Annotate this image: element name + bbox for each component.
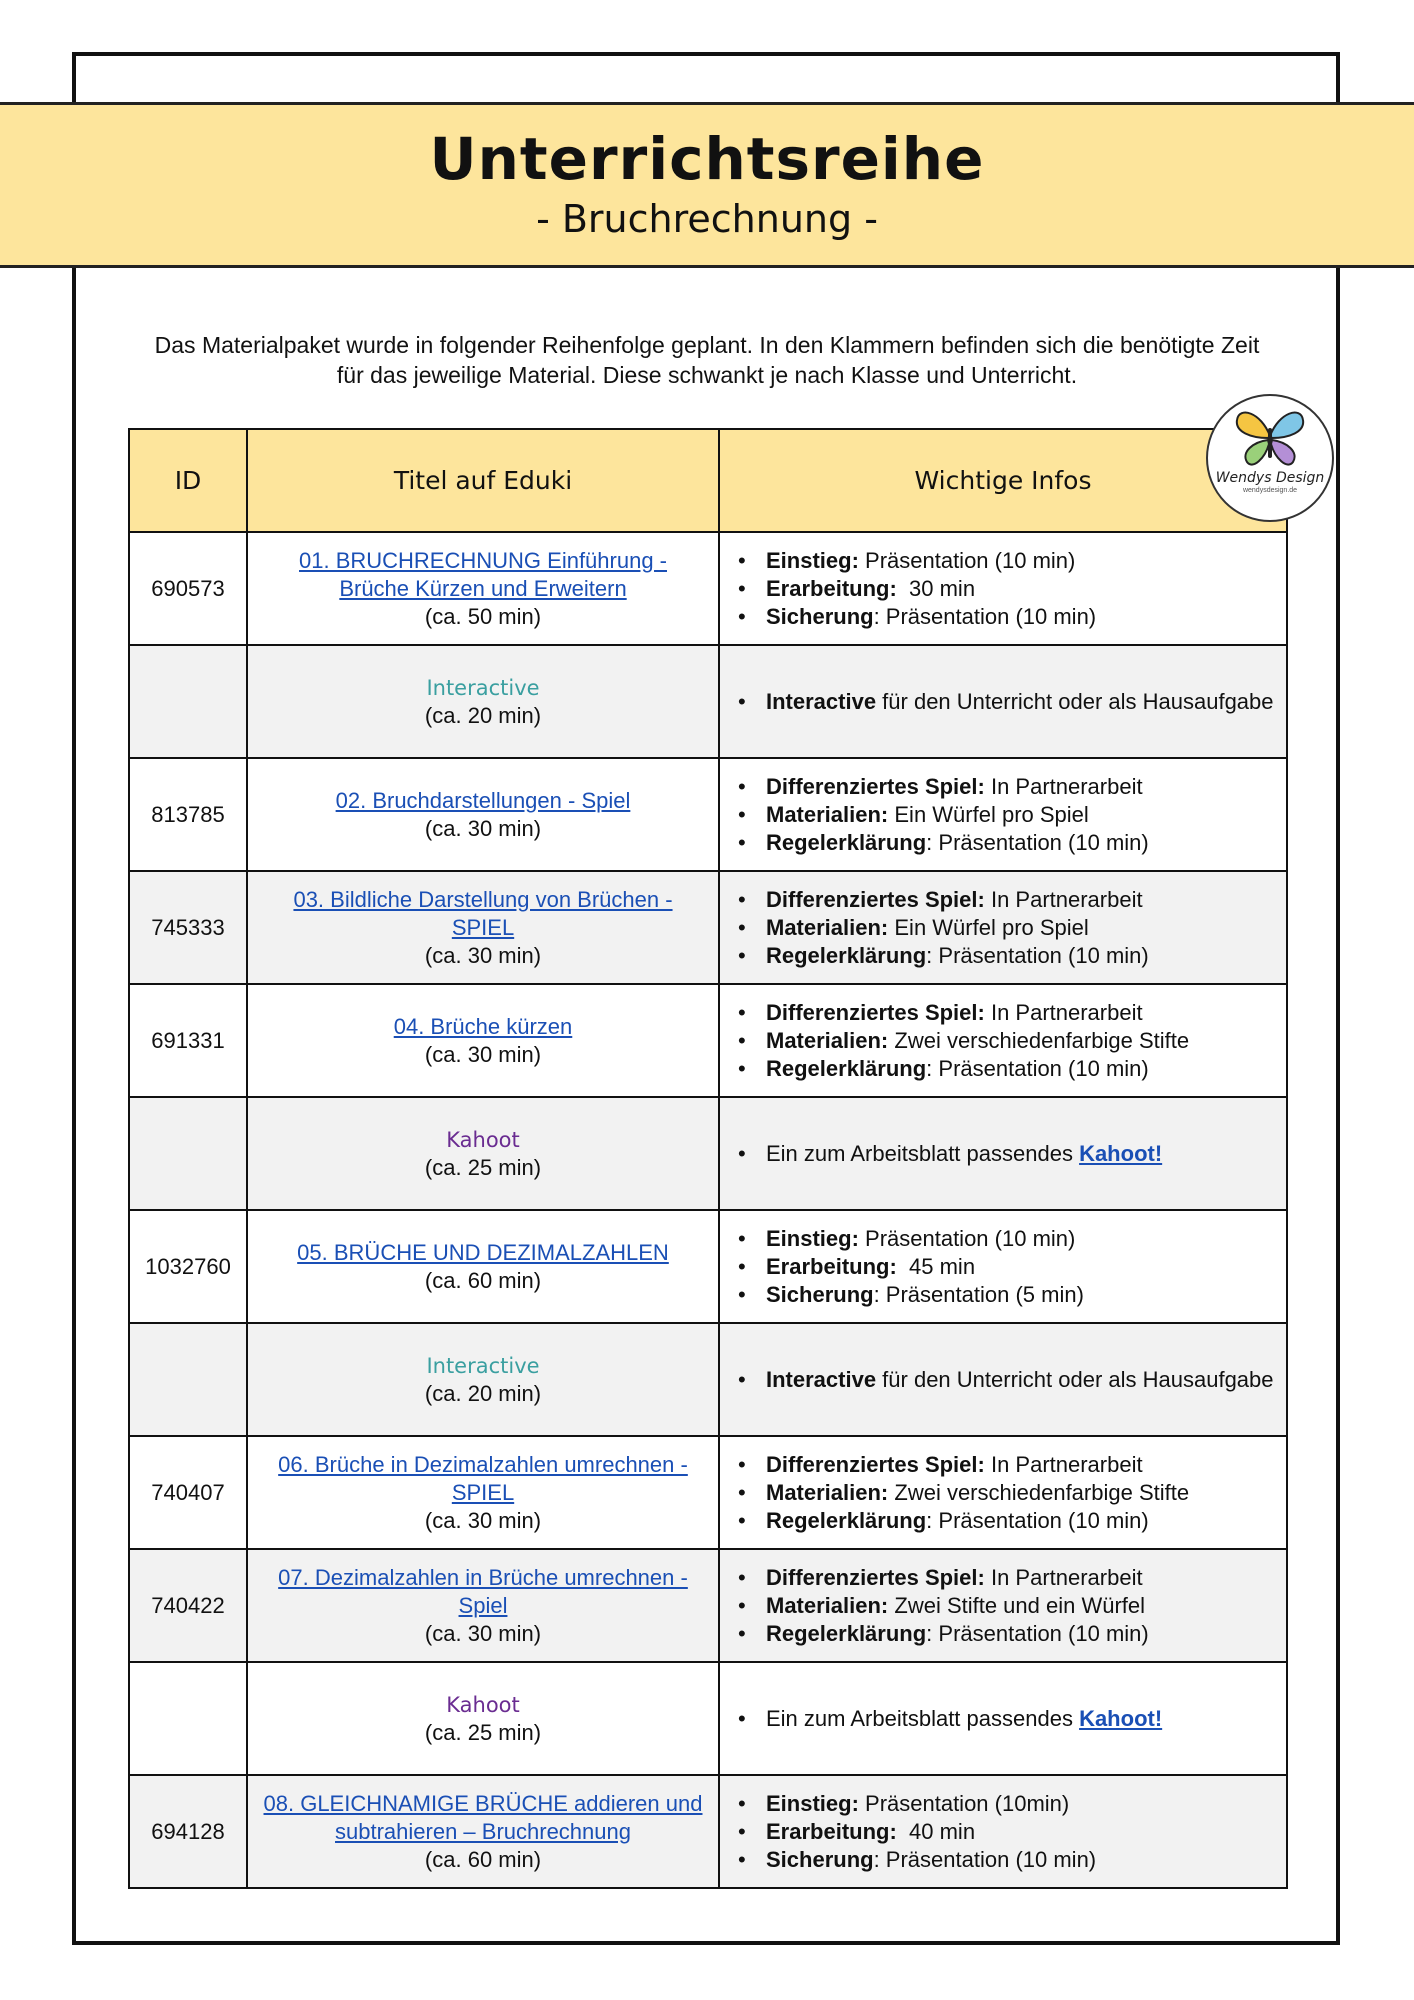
info-text: : Präsentation (5 min) — [873, 1281, 1084, 1307]
info-list — [732, 1140, 1274, 1168]
material-link[interactable]: 03. Bildliche Darstellung von Brüchen - SPIEL — [293, 886, 673, 940]
row-id: 694128 — [129, 1775, 247, 1888]
kahoot-link[interactable]: Kahoot! — [1079, 1140, 1163, 1166]
row-id: 691331 — [129, 984, 247, 1097]
info-text: In Partnerarbeit — [984, 1564, 1143, 1590]
row-id: 813785 — [129, 758, 247, 871]
info-text: : Präsentation (10 min) — [926, 1055, 1149, 1081]
row-title-cell — [247, 532, 719, 645]
info-label: Einstieg: — [766, 1225, 859, 1251]
row-info-cell — [719, 1210, 1287, 1323]
info-label: Differenziertes Spiel: — [766, 773, 985, 799]
table-row — [129, 1097, 1287, 1210]
table-row — [129, 1323, 1287, 1436]
info-label: Materialien: — [766, 801, 889, 827]
row-title-cell — [247, 1775, 719, 1888]
info-text: Präsentation (10min) — [858, 1790, 1070, 1816]
info-item — [732, 886, 1274, 914]
row-id — [129, 645, 247, 758]
info-list — [732, 886, 1274, 970]
material-link[interactable]: 05. BRÜCHE UND DEZIMALZAHLEN — [297, 1239, 669, 1265]
info-label: Differenziertes Spiel: — [766, 1451, 985, 1477]
interactive-label: Interactive — [426, 1353, 540, 1378]
row-title-cell — [247, 1323, 719, 1436]
row-id: 740422 — [129, 1549, 247, 1662]
info-text: In Partnerarbeit — [984, 886, 1143, 912]
info-item — [732, 547, 1274, 575]
duration-text: (ca. 30 min) — [424, 1507, 542, 1533]
info-item — [732, 1620, 1274, 1648]
info-list — [732, 1564, 1274, 1648]
duration-text: (ca. 20 min) — [424, 702, 542, 728]
duration-text: (ca. 30 min) — [424, 815, 542, 841]
table-row — [129, 532, 1287, 645]
info-label: Einstieg: — [766, 547, 859, 573]
info-list — [732, 688, 1274, 716]
info-text: 30 min — [896, 575, 976, 601]
info-item — [732, 1818, 1274, 1846]
info-item — [732, 942, 1274, 970]
duration-text: (ca. 60 min) — [424, 1267, 542, 1293]
info-text: In Partnerarbeit — [984, 773, 1143, 799]
info-item — [732, 1846, 1274, 1874]
info-text: : Präsentation (10 min) — [873, 1846, 1097, 1872]
row-id — [129, 1097, 247, 1210]
info-list — [732, 999, 1274, 1083]
info-label: Einstieg: — [766, 1790, 859, 1816]
info-item — [732, 1027, 1274, 1055]
row-title-cell — [247, 1662, 719, 1775]
material-link[interactable]: 06. Brüche in Dezimalzahlen umrechnen - SPIEL — [278, 1451, 688, 1505]
table-header-row — [129, 429, 1287, 532]
column-header-id: ID — [129, 429, 247, 532]
duration-text: (ca. 20 min) — [424, 1380, 542, 1406]
info-item — [732, 1225, 1274, 1253]
info-label: Erarbeitung: — [766, 575, 897, 601]
info-item — [732, 1564, 1274, 1592]
info-text: In Partnerarbeit — [984, 1451, 1143, 1477]
column-header-infos: Wichtige Infos — [719, 429, 1287, 532]
interactive-label: Interactive — [426, 675, 540, 700]
info-label: Differenziertes Spiel: — [766, 1564, 985, 1590]
info-list — [732, 1705, 1274, 1733]
info-label: Interactive — [766, 688, 877, 714]
info-text: Ein zum Arbeitsblatt passendes — [766, 1705, 1080, 1731]
duration-text: (ca. 30 min) — [424, 1041, 542, 1067]
info-label: Regelerklärung — [766, 1055, 927, 1081]
column-header-title: Titel auf Eduki — [247, 429, 719, 532]
row-title-cell — [247, 984, 719, 1097]
info-label: Differenziertes Spiel: — [766, 999, 985, 1025]
info-item — [732, 1366, 1274, 1394]
info-label: Erarbeitung: — [766, 1818, 897, 1844]
duration-text: (ca. 60 min) — [424, 1846, 542, 1872]
info-label: Regelerklärung — [766, 1507, 927, 1533]
row-info-cell — [719, 645, 1287, 758]
material-link[interactable]: 08. GLEICHNAMIGE BRÜCHE addieren und subtrahieren – Bruchrechnung — [263, 1790, 703, 1844]
row-id: 1032760 — [129, 1210, 247, 1323]
row-title-cell — [247, 871, 719, 984]
info-text: 45 min — [896, 1253, 976, 1279]
row-info-cell — [719, 871, 1287, 984]
info-label: Materialien: — [766, 1592, 889, 1618]
info-item — [732, 603, 1274, 631]
logo-name: Wendys Design — [1215, 470, 1325, 486]
info-text: Ein Würfel pro Spiel — [888, 801, 1089, 827]
kahoot-label: Kahoot — [446, 1692, 520, 1717]
info-text: für den Unterricht oder als Hausaufgabe — [876, 1366, 1274, 1392]
table-row — [129, 1436, 1287, 1549]
info-label: Regelerklärung — [766, 1620, 927, 1646]
info-list — [732, 1790, 1274, 1874]
info-label: Sicherung — [766, 1846, 874, 1872]
material-link[interactable]: 04. Brüche kürzen — [393, 1013, 573, 1039]
row-info-cell — [719, 1549, 1287, 1662]
info-item — [732, 1055, 1274, 1083]
duration-text: (ca. 30 min) — [424, 942, 542, 968]
info-label: Differenziertes Spiel: — [766, 886, 985, 912]
info-text: : Präsentation (10 min) — [926, 1507, 1149, 1533]
info-text: Zwei verschiedenfarbige Stifte — [888, 1027, 1190, 1053]
duration-text: (ca. 25 min) — [424, 1719, 542, 1745]
info-text: Präsentation (10 min) — [858, 547, 1076, 573]
row-id: 745333 — [129, 871, 247, 984]
row-info-cell — [719, 532, 1287, 645]
table-row — [129, 758, 1287, 871]
info-text: : Präsentation (10 min) — [873, 603, 1097, 629]
info-item — [732, 801, 1274, 829]
info-label: Materialien: — [766, 1027, 889, 1053]
kahoot-link[interactable]: Kahoot! — [1079, 1705, 1163, 1731]
info-label: Materialien: — [766, 914, 889, 940]
page-title: Unterrichtsreihe — [429, 125, 985, 193]
row-id: 740407 — [129, 1436, 247, 1549]
material-link[interactable]: 07. Dezimalzahlen in Brüche umrechnen - Spiel — [278, 1564, 688, 1618]
info-item — [732, 1790, 1274, 1818]
info-item — [732, 1253, 1274, 1281]
row-info-cell — [719, 984, 1287, 1097]
duration-text: (ca. 30 min) — [424, 1620, 542, 1646]
logo-url: wendysdesign.de — [1242, 487, 1298, 494]
row-title-cell — [247, 1210, 719, 1323]
info-item — [732, 829, 1274, 857]
row-info-cell — [719, 1323, 1287, 1436]
duration-text: (ca. 25 min) — [424, 1154, 542, 1180]
info-item — [732, 773, 1274, 801]
row-id — [129, 1662, 247, 1775]
info-label: Interactive — [766, 1366, 877, 1392]
row-id — [129, 1323, 247, 1436]
info-label: Sicherung — [766, 1281, 874, 1307]
info-list — [732, 547, 1274, 631]
title-banner — [0, 102, 1414, 268]
info-label: Sicherung — [766, 603, 874, 629]
info-text: : Präsentation (10 min) — [926, 942, 1149, 968]
info-text: : Präsentation (10 min) — [926, 829, 1149, 855]
info-text: Zwei verschiedenfarbige Stifte — [888, 1479, 1190, 1505]
row-title-cell — [247, 1549, 719, 1662]
info-label: Materialien: — [766, 1479, 889, 1505]
info-item — [732, 1451, 1274, 1479]
info-text: Zwei Stifte und ein Würfel — [888, 1592, 1146, 1618]
info-text: 40 min — [896, 1818, 976, 1844]
row-info-cell — [719, 1775, 1287, 1888]
table-row — [129, 1549, 1287, 1662]
info-list — [732, 1366, 1274, 1394]
info-item — [732, 575, 1274, 603]
row-info-cell — [719, 1662, 1287, 1775]
row-title-cell — [247, 1436, 719, 1549]
table-row — [129, 645, 1287, 758]
info-item — [732, 688, 1274, 716]
table-row — [129, 1662, 1287, 1775]
info-text: Ein zum Arbeitsblatt passendes — [766, 1140, 1080, 1166]
info-text: für den Unterricht oder als Hausaufgabe — [876, 688, 1274, 714]
info-label: Erarbeitung: — [766, 1253, 897, 1279]
info-item — [732, 914, 1274, 942]
kahoot-label: Kahoot — [446, 1127, 520, 1152]
butterfly-icon — [1231, 406, 1309, 470]
info-list — [732, 1225, 1274, 1309]
info-text: Präsentation (10 min) — [858, 1225, 1076, 1251]
info-label: Regelerklärung — [766, 942, 927, 968]
info-text: In Partnerarbeit — [984, 999, 1143, 1025]
row-info-cell — [719, 758, 1287, 871]
lesson-plan-table — [128, 428, 1288, 1889]
table-row — [129, 984, 1287, 1097]
info-list — [732, 773, 1274, 857]
info-item — [732, 1507, 1274, 1535]
row-title-cell — [247, 1097, 719, 1210]
page-subtitle: - Bruchrechnung - — [536, 197, 878, 241]
material-link[interactable]: 01. BRUCHRECHNUNG Einführung - Brüche Kürzen und Erweitern — [299, 547, 667, 601]
info-item — [732, 1479, 1274, 1507]
info-item — [732, 1281, 1274, 1309]
table-row — [129, 871, 1287, 984]
info-label: Regelerklärung — [766, 829, 927, 855]
info-item — [732, 1140, 1274, 1168]
table-row — [129, 1775, 1287, 1888]
row-info-cell — [719, 1436, 1287, 1549]
info-text: : Präsentation (10 min) — [926, 1620, 1149, 1646]
duration-text: (ca. 50 min) — [424, 603, 542, 629]
table-body — [129, 532, 1287, 1888]
info-text: Ein Würfel pro Spiel — [888, 914, 1089, 940]
material-link[interactable]: 02. Bruchdarstellungen - Spiel — [335, 787, 631, 813]
row-id: 690573 — [129, 532, 247, 645]
row-title-cell — [247, 758, 719, 871]
info-item — [732, 1592, 1274, 1620]
info-item — [732, 1705, 1274, 1733]
table-row — [129, 1210, 1287, 1323]
info-list — [732, 1451, 1274, 1535]
wendys-design-logo — [1206, 394, 1334, 522]
intro-text: Das Materialpaket wurde in folgender Reihenfolge geplant. In den Klammern befinden sich die benötigte Zeit für das jeweilige Material. Diese schwankt je nach Klasse und Unterricht. — [154, 332, 1260, 388]
row-info-cell — [719, 1097, 1287, 1210]
info-item — [732, 999, 1274, 1027]
row-title-cell — [247, 645, 719, 758]
